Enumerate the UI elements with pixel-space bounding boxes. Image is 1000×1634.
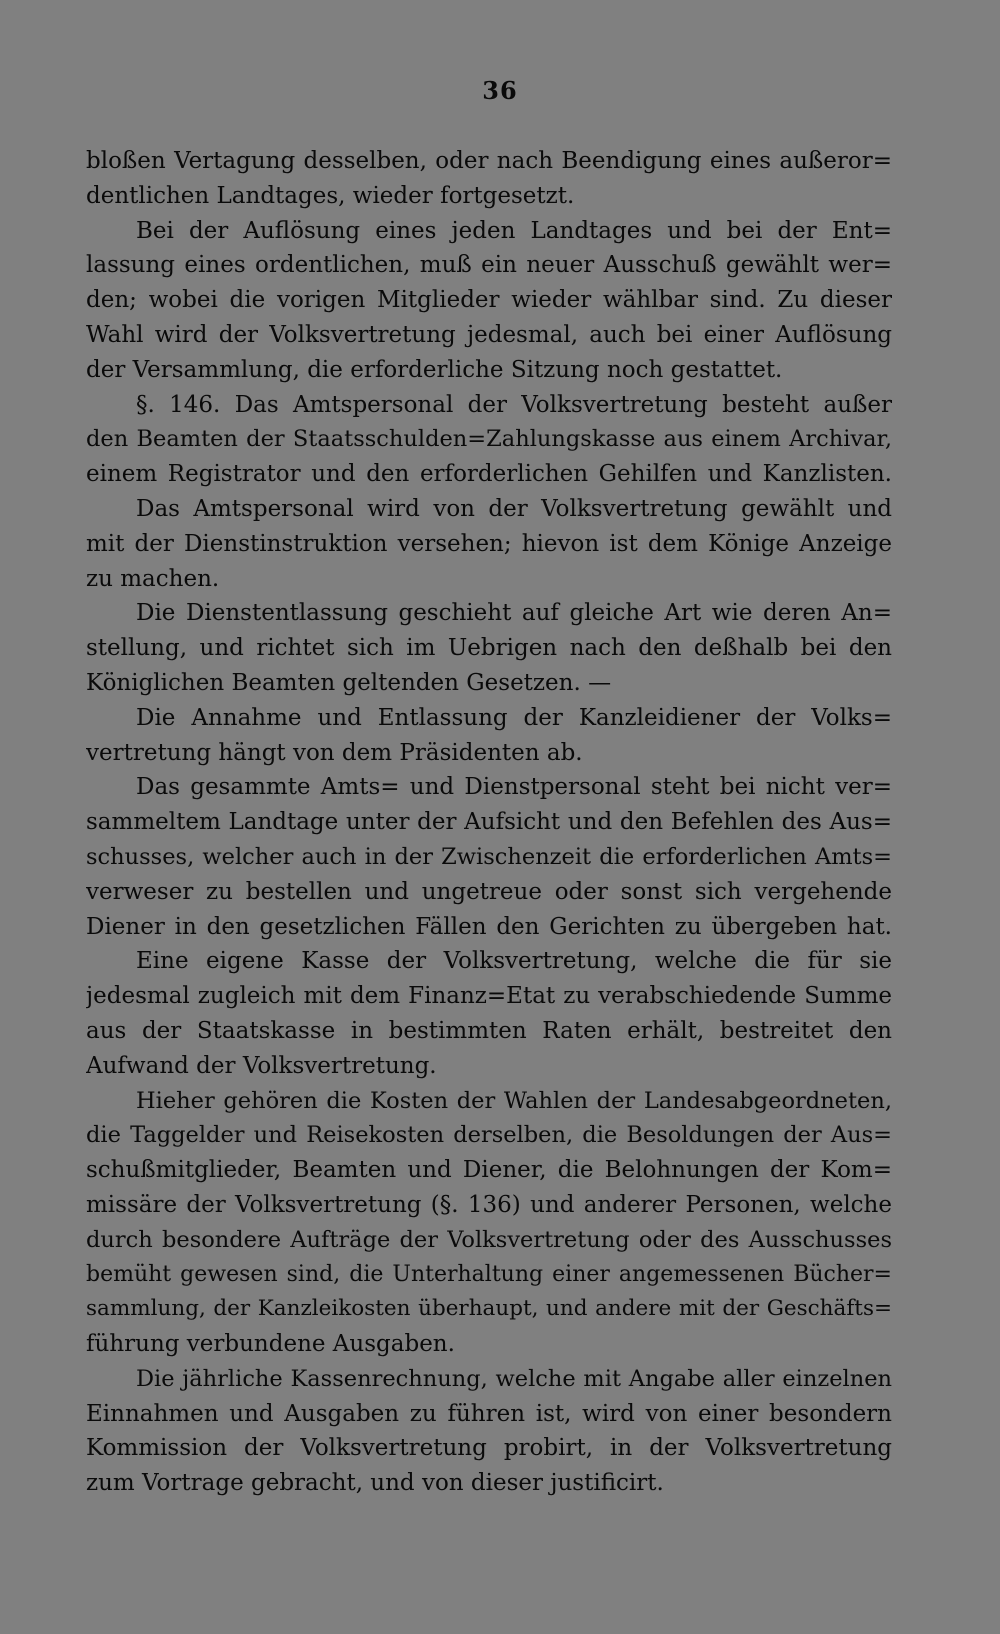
text-line: Einnahmen und Ausgaben zu führen ist, wird von einer besondern	[86, 1400, 892, 1427]
text-line: den Beamten der Staatsschulden=Zahlungskasse aus einem Archivar,	[86, 426, 892, 453]
text-line: Königlichen Beamten geltenden Gesetzen. —	[86, 669, 612, 696]
text-line: der Versammlung, die erforderliche Sitzung noch gestattet.	[86, 356, 783, 383]
page-number: 36	[482, 76, 518, 105]
body-text	[86, 144, 892, 1501]
text-line: Hieher gehören die Kosten der Wahlen der Landesabgeordneten,	[136, 1087, 892, 1114]
text-line: zum Vortrage gebracht, und von dieser justificirt.	[86, 1470, 664, 1497]
text-line: den; wobei die vorigen Mitglieder wieder wählbar sind. Zu dieser	[86, 287, 892, 314]
text-line: verweser zu bestellen und ungetreue oder sonst sich vergehende	[86, 878, 892, 905]
text-line: sammeltem Landtage unter der Aufsicht und den Befehlen des Aus=	[86, 809, 892, 836]
text-line: §. 146. Das Amtspersonal der Volksvertretung besteht außer	[136, 391, 892, 418]
text-line: Diener in den gesetzlichen Fällen den Gerichten zu übergeben hat.	[86, 913, 892, 940]
text-line: Das gesammte Amts= und Dienstpersonal steht bei nicht ver=	[136, 774, 892, 801]
text-line: schußmitglieder, Beamten und Diener, die Belohnungen der Kom=	[86, 1157, 892, 1184]
text-line: sammlung, der Kanzleikosten überhaupt, und andere mit der Geschäfts=	[86, 1296, 892, 1322]
text-line: Kommission der Volksvertretung probirt, in der Volksvertretung	[86, 1435, 892, 1462]
text-line: einem Registrator und den erforderlichen Gehilfen und Kanzlisten.	[86, 461, 892, 488]
text-line: lassung eines ordentlichen, muß ein neuer Ausschuß gewählt wer=	[86, 252, 892, 279]
text-line: führung verbundene Ausgaben.	[86, 1331, 455, 1358]
text-line: aus der Staatskasse in bestimmten Raten erhält, bestreitet den	[86, 1017, 892, 1044]
text-line: vertretung hängt von dem Präsidenten ab.	[86, 739, 583, 766]
text-line: dentlichen Landtages, wieder fortgesetzt.	[86, 182, 575, 209]
text-line: zu machen.	[86, 565, 220, 592]
text-line: missäre der Volksvertretung (§. 136) und anderer Personen, welche	[86, 1191, 892, 1218]
text-line: Eine eigene Kasse der Volksvertretung, welche die für sie	[136, 948, 892, 975]
text-line: Bei der Auflösung eines jeden Landtages und bei der Ent=	[136, 217, 892, 244]
text-line: schusses, welcher auch in der Zwischenzeit die erforderlichen Amts=	[86, 843, 892, 870]
text-line: Die jährliche Kassenrechnung, welche mit Angabe aller einzelnen	[136, 1365, 892, 1392]
text-line: stellung, und richtet sich im Uebrigen nach den deßhalb bei den	[86, 635, 892, 662]
text-line: bloßen Vertagung desselben, oder nach Beendigung eines außeror=	[86, 148, 892, 174]
text-line: Aufwand der Volksvertretung.	[86, 1052, 437, 1079]
text-line: Wahl wird der Volksvertretung jedesmal, auch bei einer Auflösung	[86, 321, 892, 348]
text-line: bemüht gewesen sind, die Unterhaltung einer angemessenen Bücher=	[86, 1261, 892, 1287]
text-line: die Taggelder und Reisekosten derselben, die Besoldungen der Aus=	[86, 1122, 892, 1149]
text-line: Die Dienstentlassung geschieht auf gleiche Art wie deren An=	[136, 600, 892, 627]
text-line: Die Annahme und Entlassung der Kanzleidiener der Volks=	[136, 704, 892, 731]
text-line: jedesmal zugleich mit dem Finanz=Etat zu verabschiedende Summe	[86, 983, 892, 1010]
text-line: Das Amtspersonal wird von der Volksvertretung gewählt und	[136, 495, 892, 522]
text-line: mit der Dienstinstruktion versehen; hievon ist dem Könige Anzeige	[86, 530, 892, 557]
text-line: durch besondere Aufträge der Volksvertretung oder des Ausschusses	[86, 1226, 892, 1253]
